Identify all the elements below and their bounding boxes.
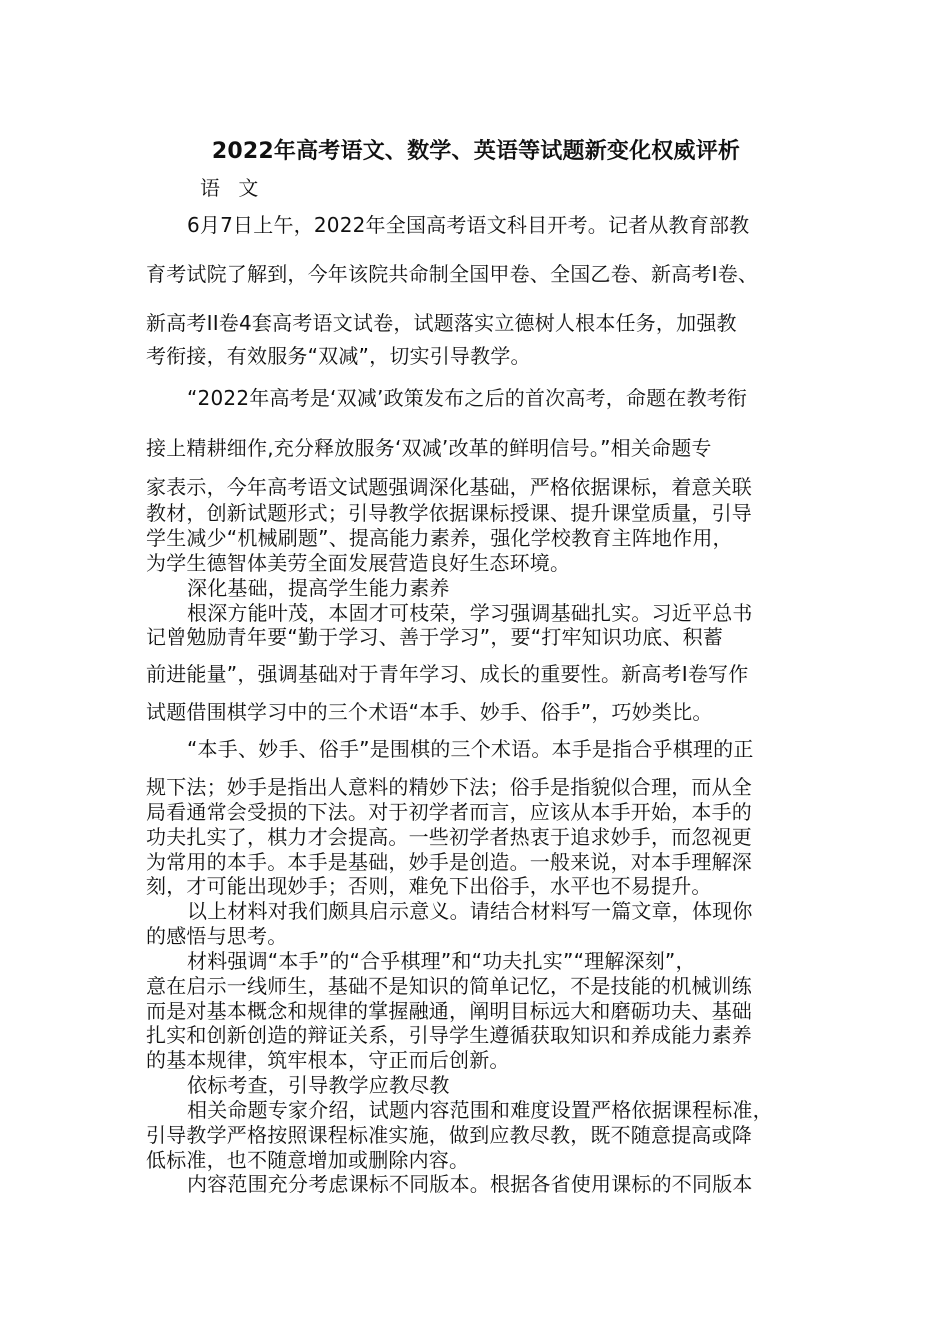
text-line: 教材，创新试题形式；引导教学依据课标授课、提升课堂质量，引导 — [146, 501, 752, 525]
text-line: 内容范围充分考虑课标不同版本。根据各省使用课标的不同版本 — [187, 1172, 753, 1196]
text-line: 试题借围棋学习中的三个术语“本手、妙手、俗手”，巧妙类比。 — [146, 700, 713, 724]
text-line: 为学生德智体美劳全面发展营造良好生态环境。 — [146, 551, 571, 575]
text-line: 相关命题专家介绍，试题内容范围和难度设置严格依据课程标准， — [187, 1098, 773, 1122]
text-line: 前进能量”，强调基础对于青年学习、成长的重要性。新高考I卷写作 — [146, 662, 749, 686]
text-line: 根深方能叶茂，本固才可枝荣，学习强调基础扎实。习近平总书 — [187, 601, 753, 625]
text-line: 刻，才可能出现妙手；否则，难免下出俗手，水平也不易提升。 — [146, 874, 712, 898]
text-line: “2022年高考是‘双减’政策发布之后的首次高考，命题在教考衔 — [187, 386, 748, 410]
text-line: 功夫扎实了，棋力才会提高。一些初学者热衷于追求妙手，而忽视更 — [146, 825, 752, 849]
text-line: 以上材料对我们颇具启示意义。请结合材料写一篇文章，体现你 — [187, 899, 753, 923]
text-line: 考衔接，有效服务“双减”，切实引导教学。 — [146, 344, 531, 368]
text-line: 引导教学严格按照课程标准实施，做到应教尽教，既不随意提高或降 — [146, 1123, 752, 1147]
text-line: 育考试院了解到，今年该院共命制全国甲卷、全国乙卷、新高考I卷、 — [146, 262, 759, 286]
text-line: 而是对基本概念和规律的掌握融通，阐明目标远大和磨砺功夫、基础 — [146, 999, 752, 1023]
section-heading: 依标考查，引导教学应教尽教 — [187, 1073, 450, 1097]
text-line: “本手、妙手、俗手”是围棋的三个术语。本手是指合乎棋理的正 — [187, 737, 754, 761]
text-line: 的感悟与思考。 — [146, 924, 288, 948]
section-heading: 深化基础，提高学生能力素养 — [187, 576, 450, 600]
text-line: 记曾勉励青年要“勤于学习、善于学习”，要“打牢知识功底、积蓄 — [146, 625, 724, 649]
text-line: 意在启示一线师生，基础不是知识的简单记忆，不是技能的机械训练 — [146, 974, 752, 998]
document-title: 2022年高考语文、数学、英语等试题新变化权威评析 — [211, 139, 741, 164]
subject-heading: 语 文 — [200, 176, 265, 200]
text-line: 学生减少“机械刷题”、提高能力素养，强化学校教育主阵地作用， — [146, 526, 733, 550]
text-line: 规下法；妙手是指出人意料的精妙下法；俗手是指貌似合理，而从全 — [146, 775, 752, 799]
text-line: 材料强调“本手”的“合乎棋理”和“功夫扎实”“理解深刻”， — [187, 949, 696, 973]
text-line: 低标准，也不随意增加或删除内容。 — [146, 1148, 470, 1172]
text-line: 新高考II卷4套高考语文试卷，试题落实立德树人根本任务，加强教 — [146, 311, 737, 335]
text-line: 家表示，今年高考语文试题强调深化基础，严格依据课标，着意关联 — [146, 475, 752, 499]
text-line: 6月7日上午，2022年全国高考语文科目开考。记者从教育部教 — [187, 213, 750, 237]
text-line: 局看通常会受损的下法。对于初学者而言，应该从本手开始，本手的 — [146, 800, 752, 824]
text-line: 为常用的本手。本手是基础，妙手是创造。一般来说，对本手理解深 — [146, 850, 752, 874]
text-line: 接上精耕细作,充分释放服务‘双减’改革的鲜明信号。”相关命题专 — [146, 436, 712, 460]
text-line: 扎实和创新创造的辩证关系，引导学生遵循获取知识和养成能力素养 — [146, 1023, 752, 1047]
text-line: 的基本规律，筑牢根本，守正而后创新。 — [146, 1048, 510, 1072]
